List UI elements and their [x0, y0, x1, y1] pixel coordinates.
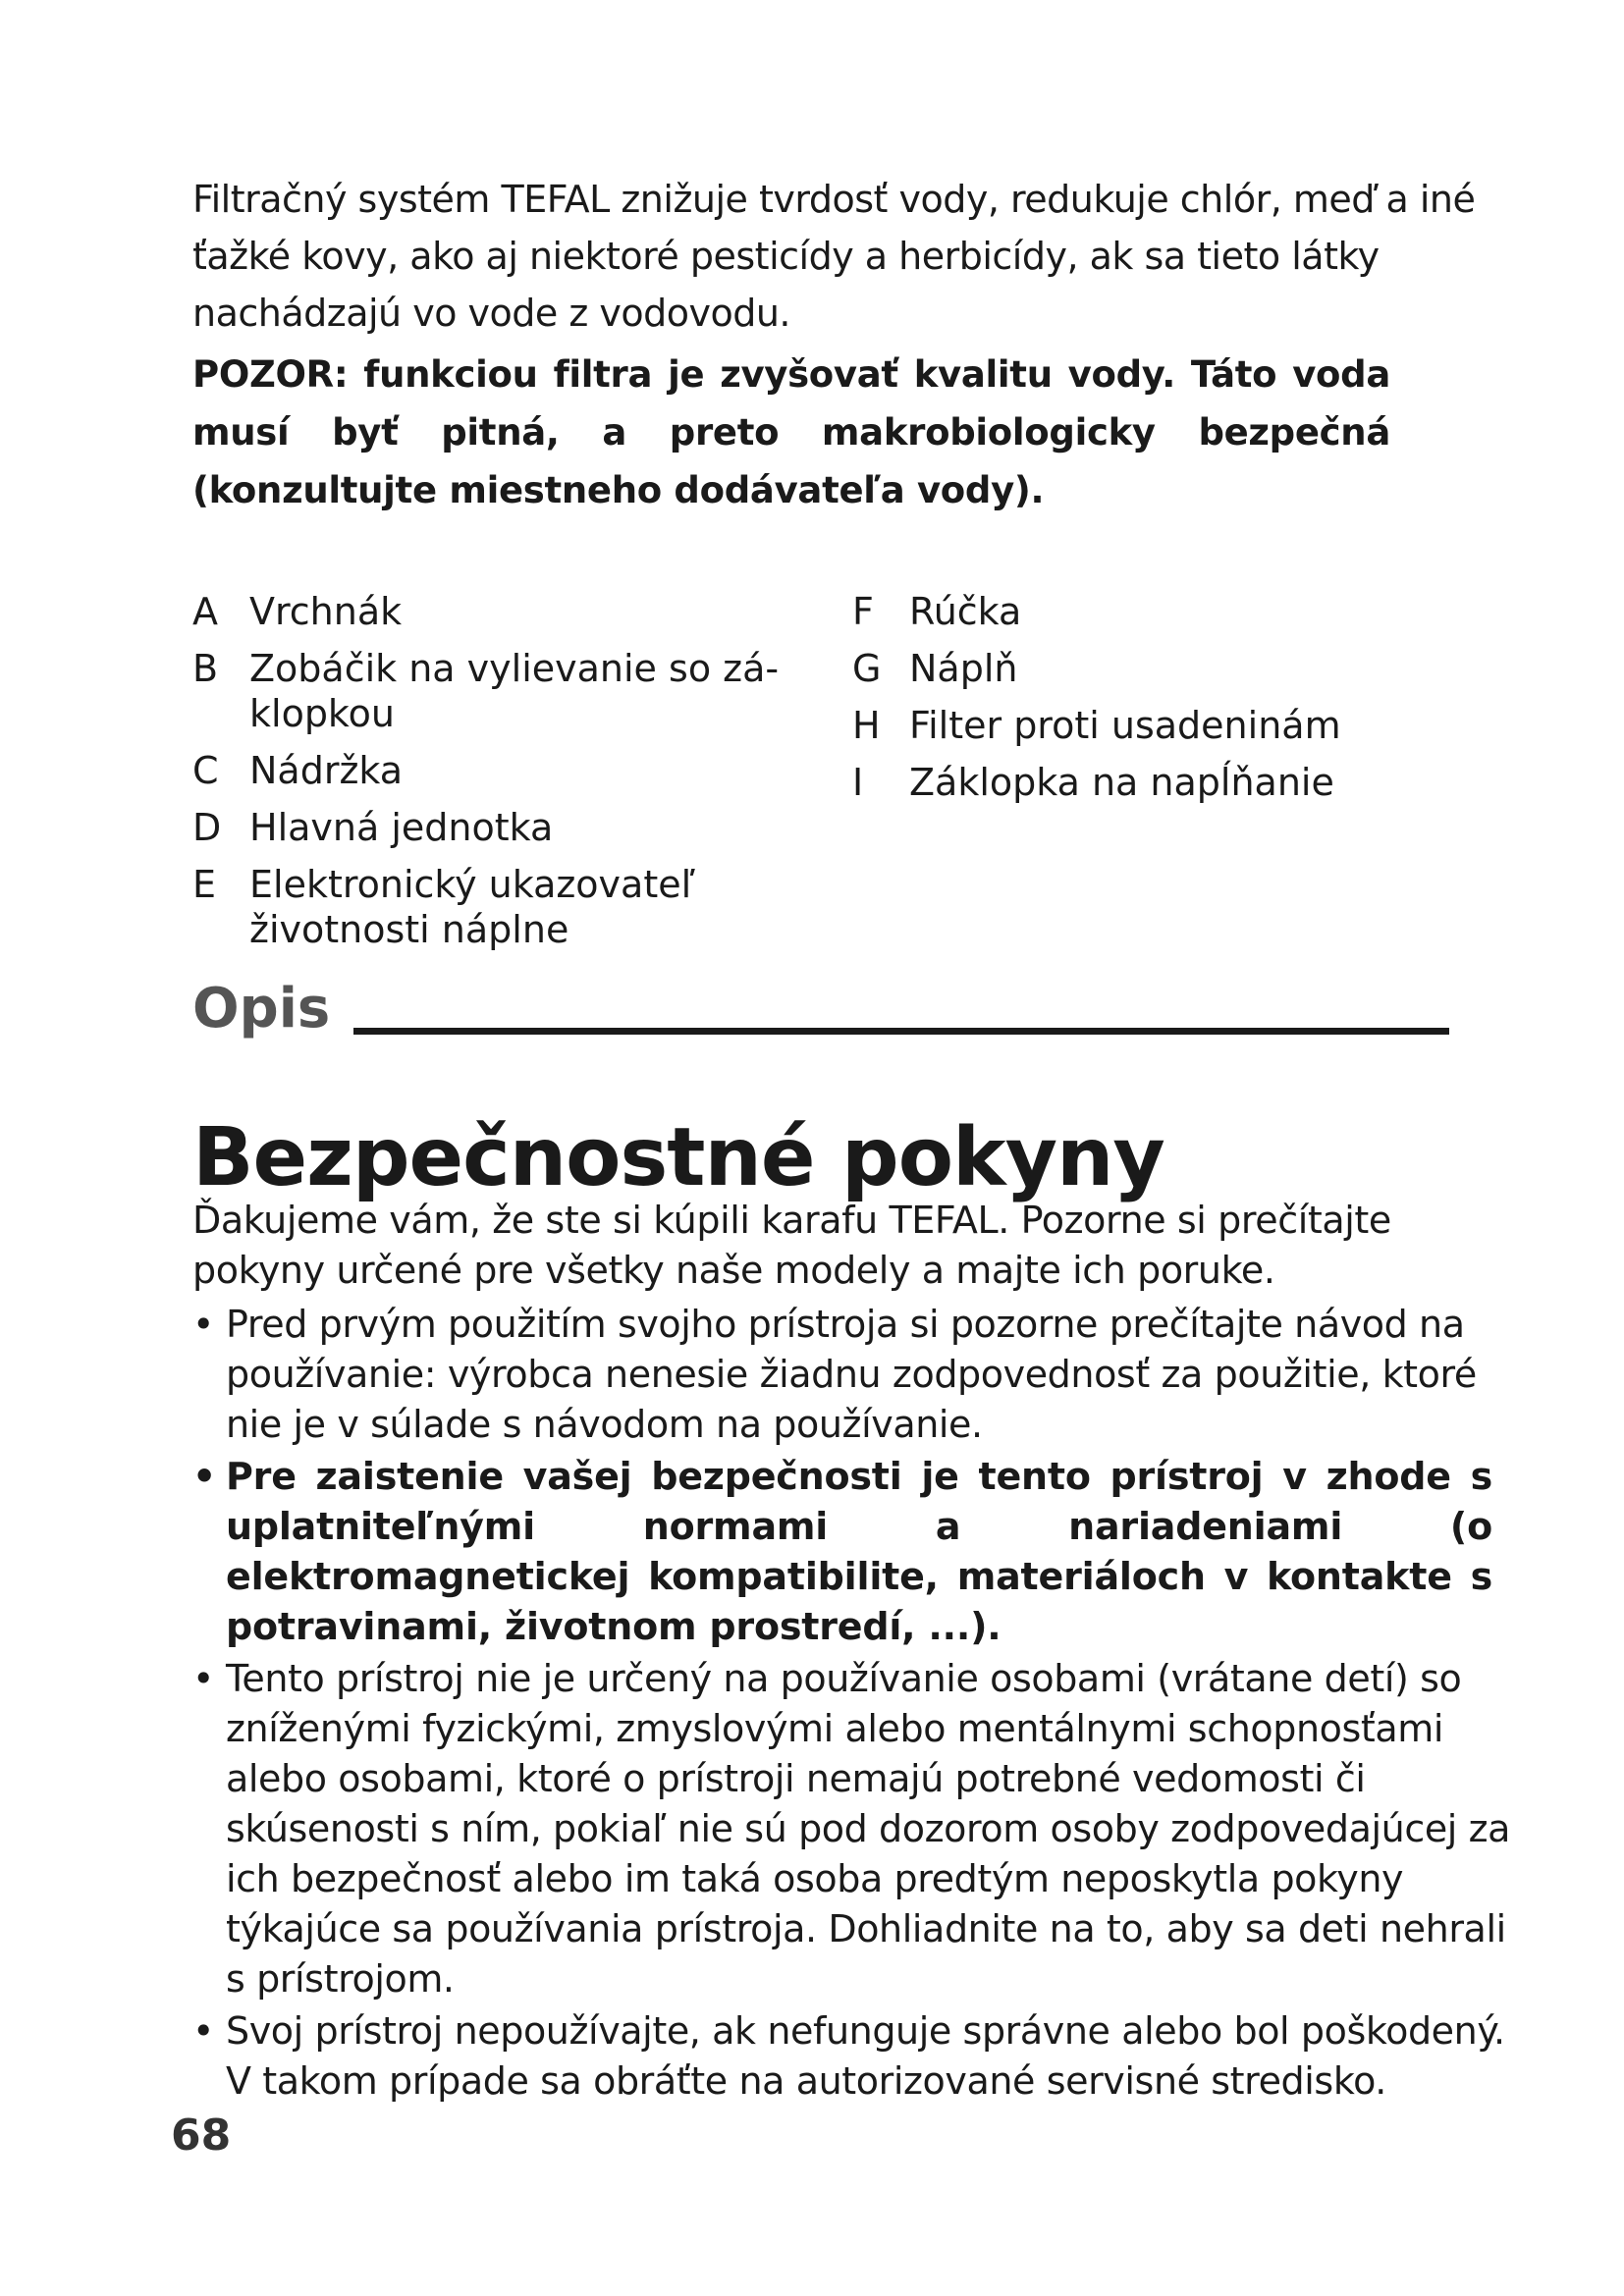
safety-lead: Ďakujeme vám, že ste si kúpili karafu TEFAL. Pozorne si prečítajte pokyny určené pre všetky naše modely a majte ich poruke. [192, 1199, 1391, 1292]
safety-item-text: Pre zaistenie vašej bezpečnosti je tento prístroj v zhode s uplatniteľnými normami a nariadeniami (o elektromagnetickej kompatibilite, materiáloch v kontakte s potravinami, životnom prostredí, ...). [226, 1455, 1492, 1648]
safety-list [192, 1300, 1528, 2107]
part-item [192, 805, 801, 850]
parts-column-left [192, 589, 801, 964]
parts-column-right [852, 589, 1500, 817]
part-letter: H [852, 704, 881, 747]
safety-list-item [192, 1300, 1528, 1450]
part-item [192, 646, 801, 736]
safety-list-item [192, 1654, 1528, 2004]
part-letter: C [192, 749, 219, 792]
part-label: Filter proti usadeninám [909, 704, 1341, 747]
part-item [852, 646, 1500, 691]
intro-paragraph [192, 171, 1498, 342]
part-label: Rúčka [909, 590, 1022, 633]
part-label: Záklopka na napĺňanie [909, 761, 1334, 804]
intro-text: Filtračný systém TEFAL znižuje tvrdosť vody, redukuje chlór, meď a iné ťažké kovy, ako aj niektoré pesticídy a herbicídy, ak sa tieto látky nachádzajú vo vode z vodovodu. [192, 178, 1476, 335]
safety-item-text: Tento prístroj nie je určený na používanie osobami (vrátane detí) so zníženými fyzickými, zmyslovými alebo mentálnymi schopnosťami alebo osobami, ktoré o prístroji nemajú potrebné vedomosti či skúsenosti s ním, pokiaľ nie sú pod dozorom osoby zodpovedajúcej za ich bezpečnosť alebo im taká osoba predtým neposkytla pokyny týkajúce sa používania prístroja. Dohliadnite na to, aby sa deti nehrali s prístrojom. [226, 1657, 1511, 2001]
part-letter: B [192, 647, 219, 690]
part-label: Vrchnák [249, 590, 403, 633]
part-label: Hlavná jednotka [249, 806, 554, 849]
section-title-rule [353, 1028, 1449, 1035]
bullet-icon: • [192, 1455, 217, 1498]
bullet-icon: • [192, 2009, 215, 2053]
part-item [192, 589, 801, 634]
safety-instructions [192, 1196, 1528, 2109]
part-letter: E [192, 863, 217, 906]
part-letter: D [192, 806, 222, 849]
part-label: Náplň [909, 647, 1018, 690]
safety-list-item [192, 1452, 1492, 1652]
bullet-icon: • [192, 1303, 215, 1346]
part-item [852, 703, 1500, 748]
part-letter: G [852, 647, 882, 690]
safety-item-text: Svoj prístroj nepoužívajte, ak nefunguje správne alebo bol poškodený. V takom prípade sa obráťte na autorizované servisné stredisko. [226, 2009, 1505, 2103]
section-title-opis [192, 977, 1449, 1041]
part-item [192, 748, 801, 793]
bullet-icon: • [192, 1657, 215, 1700]
safety-item-text: Pred prvým použitím svojho prístroja si pozorne prečítajte návod na používanie: výrobca nenesie žiadnu zodpovednosť za použitie, ktoré nie je v súlade s návodom na používanie. [226, 1303, 1477, 1446]
section-title-text: Opis [192, 977, 331, 1041]
part-item [192, 862, 801, 952]
part-label: Elektronický ukazovateľ životnosti náplne [249, 863, 695, 951]
part-letter: I [852, 761, 864, 804]
part-letter: A [192, 590, 218, 633]
safety-heading: Bezpečnostné pokyny [192, 1111, 1164, 1204]
part-item [852, 589, 1500, 634]
part-item [852, 760, 1500, 805]
warning-paragraph: POZOR: funkciou filtra je zvyšovať kvalitu vody. Táto voda musí byť pitná, a preto makrobiologicky bezpečná (konzultujte miestneho dodávateľa vody). [192, 353, 1390, 511]
safety-list-item [192, 2006, 1528, 2107]
part-label: Zobáčik na vylievanie so zá-klopkou [249, 647, 780, 735]
part-letter: F [852, 590, 874, 633]
page-number: 68 [171, 2110, 232, 2161]
part-label: Nádržka [249, 749, 404, 792]
